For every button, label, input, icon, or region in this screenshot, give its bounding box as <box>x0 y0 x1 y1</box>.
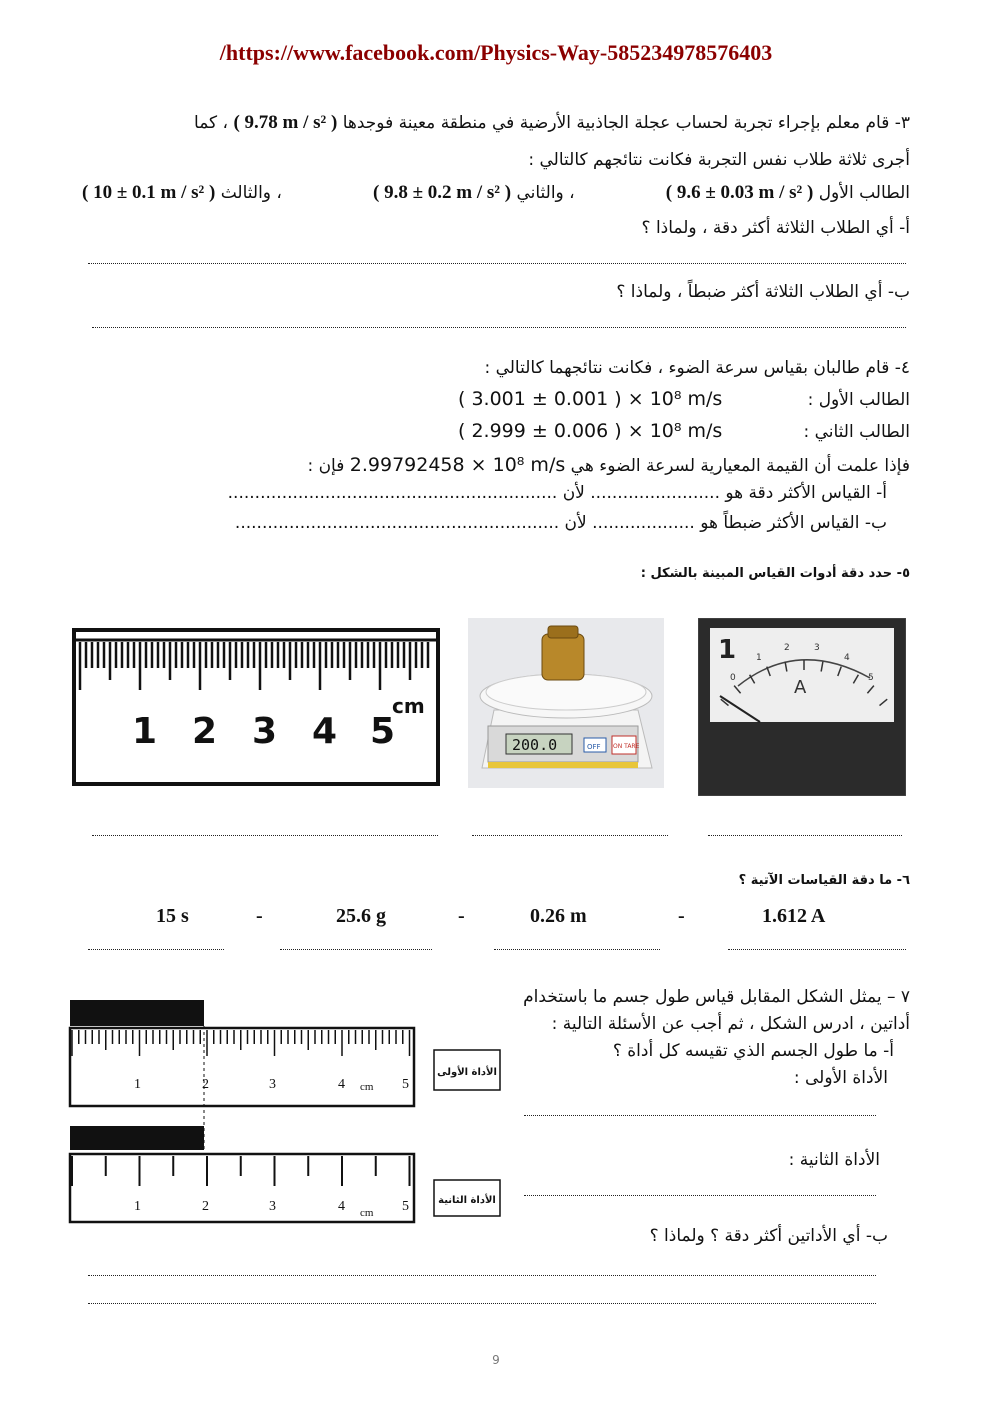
q3-student2-value: ( 9.8 ± 0.2 m / s² ) <box>373 182 512 203</box>
tool1-tag: الأداة الأولى <box>437 1067 497 1078</box>
ruler-number-1: 1 <box>132 711 158 752</box>
q6-measurement-2: 25.6 g <box>336 905 386 927</box>
q3-line1-text: ٣- قام معلم بإجراء تجربة لحساب عجلة الجاذبية الأرضية في منطقة معينة فوجدها <box>342 113 910 133</box>
q3-students-line <box>82 182 910 204</box>
q7-question-b: ب- أي الأداتين أكثر دقة ؟ ولماذا ؟ <box>649 1226 888 1246</box>
q3-question-b: ب- أي الطلاب الثلاثة أكثر ضبطاً ، ولماذا ؟ <box>616 282 910 302</box>
q6-answer-1[interactable] <box>88 948 224 950</box>
q6-answer-3[interactable] <box>494 948 660 950</box>
meter-tick-5: 5 <box>868 673 874 683</box>
ruler-number-2: 2 <box>192 711 218 752</box>
q3-student2-label: ، والثاني <box>516 183 575 203</box>
tool1-number-5: 5 <box>402 1077 409 1092</box>
meter-tick-0: 0 <box>730 673 736 683</box>
q7-answer-b-line1[interactable] <box>88 1274 876 1276</box>
tool1-number-4: 4 <box>338 1077 345 1092</box>
tool1-number-1: 1 <box>134 1077 141 1092</box>
q4-student1-value: ( 3.001 ± 0.001 ) × 10⁸ m/s <box>458 388 723 410</box>
tool2-number-2: 2 <box>202 1199 209 1214</box>
q7-line1: ٧ – يمثل الشكل المقابل قياس طول جسم ما باستخدام <box>523 987 910 1007</box>
q3-line2: أجرى ثلاثة طلاب نفس التجربة فكانت نتائجهم كالتالي : <box>528 150 910 170</box>
header-url[interactable]: /https://www.facebook.com/Physics-Way-585234978576403 <box>219 40 773 65</box>
q4-standard-post: فإن : <box>307 456 345 476</box>
tool2-number-3: 3 <box>269 1199 276 1214</box>
q4-student1-label: الطالب الأول : <box>807 390 910 410</box>
q3-student3-label: ، والثالث <box>220 183 282 203</box>
meter-unit: A <box>794 677 807 698</box>
scale-off-label: OFF <box>587 743 601 751</box>
q4-student2-label: الطالب الثاني : <box>803 422 910 442</box>
q6-answer-4[interactable] <box>728 948 906 950</box>
q7-tool1-answer[interactable] <box>524 1114 876 1116</box>
q3-line1-end: ، كما <box>194 113 229 133</box>
q7-answer-b-line2[interactable] <box>88 1302 876 1304</box>
q4-part-a[interactable]: أ- القياس الأكثر دقة هو ........................ لأن ............................................................. <box>227 483 887 503</box>
q3-student1-value: ( 9.6 ± 0.03 m / s² ) <box>665 182 814 203</box>
q7-tool1-label: الأداة الأولى : <box>793 1068 888 1088</box>
q5-title: ٥- حدد دقة أدوات القياس المبينة بالشكل : <box>640 566 910 581</box>
q6-measurement-1: 15 s <box>156 905 189 927</box>
ruler-number-4: 4 <box>312 711 338 752</box>
tool1-unit: cm <box>360 1081 374 1093</box>
tool1-number-2: 2 <box>202 1077 209 1092</box>
q4-intro: ٤- قام طالبان بقياس سرعة الضوء ، فكانت نتائجهما كالتالي : <box>484 358 910 378</box>
tool2-number-1: 1 <box>134 1199 141 1214</box>
meter-max: 1 <box>718 635 737 665</box>
q3-answer-a-line[interactable] <box>88 262 906 264</box>
meter-tick-2: 2 <box>784 643 790 653</box>
q6-separator-3: - <box>678 905 685 927</box>
q4-standard-value: 2.99792458 × 10⁸ m/s <box>349 454 566 476</box>
tool2-tag: الأداة الثانية <box>438 1195 496 1206</box>
tool2-unit: cm <box>360 1207 374 1219</box>
ammeter-illustration <box>698 618 906 796</box>
q4-standard-line <box>307 454 910 476</box>
object-bar-2 <box>70 1126 204 1150</box>
q3-line1 <box>194 112 910 134</box>
ruler-number-3: 3 <box>252 711 278 752</box>
scale-illustration <box>468 618 664 788</box>
q4-part-b[interactable]: ب- القياس الأكثر ضبطاً هو ................... لأن ............................................................ <box>234 513 887 533</box>
meter-tick-1: 1 <box>756 653 762 663</box>
tool2-number-5: 5 <box>402 1199 409 1214</box>
meter-tick-3: 3 <box>814 643 820 653</box>
two-rulers-illustration <box>68 998 506 1226</box>
q7-line2: أداتين ، ادرس الشكل ، ثم أجب عن الأسئلة التالية : <box>551 1014 910 1034</box>
tool2-number-4: 4 <box>338 1199 345 1214</box>
q6-answer-2[interactable] <box>280 948 432 950</box>
q7-tool2-answer[interactable] <box>524 1194 876 1196</box>
q3-question-a: أ- أي الطلاب الثلاثة أكثر دقة ، ولماذا ؟ <box>641 218 910 238</box>
q6-title: ٦- ما دقة القياسات الآتية ؟ <box>738 873 910 888</box>
q4-standard-pre: فإذا علمت أن القيمة المعيارية لسرعة الضوء هي <box>570 456 910 476</box>
page-number: 9 <box>492 1353 500 1367</box>
ruler-unit: cm <box>392 694 425 718</box>
meter-tick-4: 4 <box>844 653 850 663</box>
q4-student2-value: ( 2.999 ± 0.006 ) × 10⁸ m/s <box>458 420 723 442</box>
q6-separator-1: - <box>256 905 263 927</box>
q5-answer-scale[interactable] <box>472 834 668 836</box>
q3-answer-b-line[interactable] <box>92 326 906 328</box>
q5-answer-ruler[interactable] <box>92 834 438 836</box>
ruler-number-5: 5 <box>370 711 396 752</box>
q7-tool2-label: الأداة الثانية : <box>788 1150 880 1170</box>
ruler-illustration <box>72 628 440 786</box>
object-bar-1 <box>70 1000 204 1026</box>
tool1-number-3: 3 <box>269 1077 276 1092</box>
q3-student3-value: ( 10 ± 0.1 m / s² ) <box>82 182 216 203</box>
q3-student1-label: الطالب الأول <box>818 183 910 203</box>
q6-measurement-3: 0.26 m <box>530 905 587 927</box>
q3-line1-value: ( 9.78 m / s² ) <box>233 112 338 133</box>
scale-display: 200.0 <box>512 736 558 754</box>
scale-tare-label: ON TARE <box>613 743 640 750</box>
q6-measurement-4: 1.612 A <box>762 905 826 927</box>
q5-answer-ammeter[interactable] <box>708 834 902 836</box>
q7-question-a: أ- ما طول الجسم الذي تقيسه كل أداة ؟ <box>612 1041 894 1061</box>
q6-separator-2: - <box>458 905 465 927</box>
